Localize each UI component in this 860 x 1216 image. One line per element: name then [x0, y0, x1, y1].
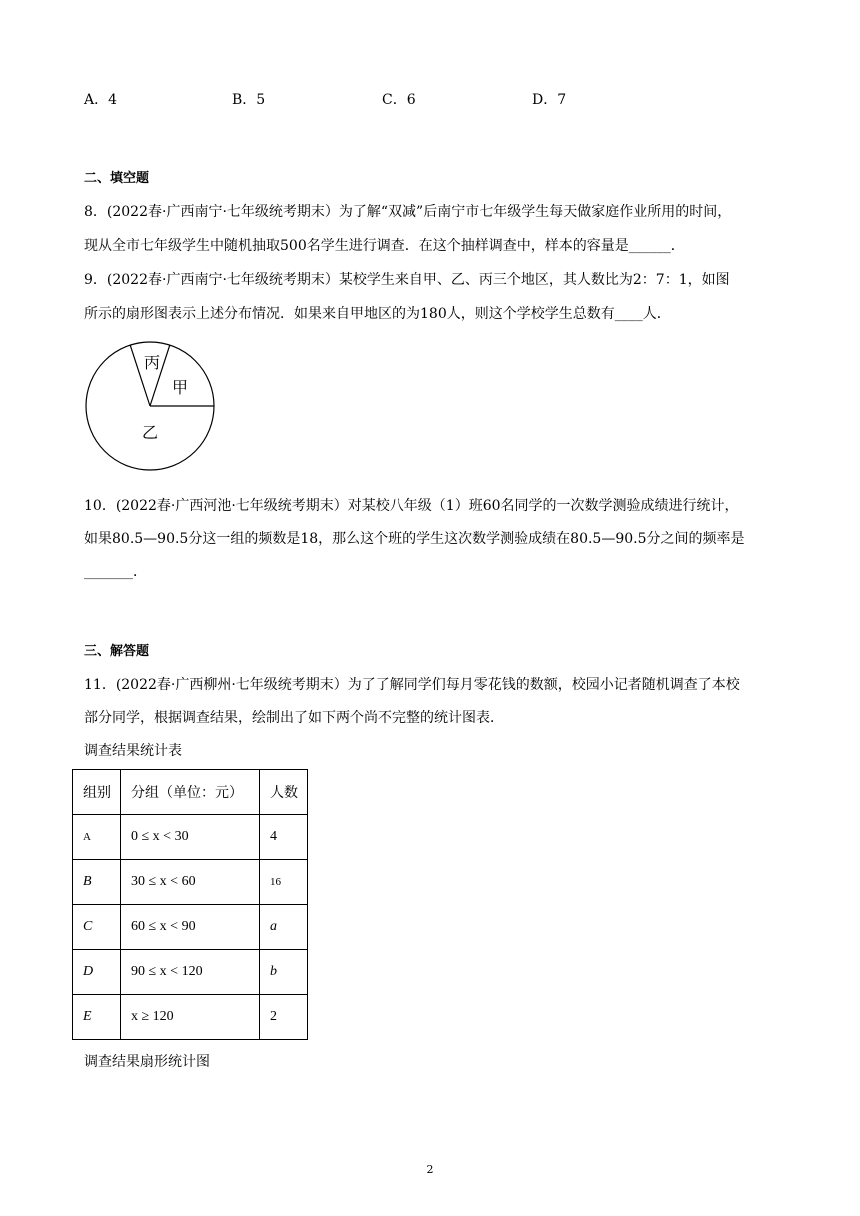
- q11-line1: 11．(2022春·广西柳州·七年级统考期末）为了了解同学们每月零花钱的数额，校园小记者随机调查了本校: [84, 677, 740, 693]
- q9-line2: 所示的扇形图表示上述分布情况．如果来自甲地区的为180人，则这个学校学生总数有____人．: [84, 306, 671, 322]
- cell-range: 90 ≤ x < 120: [121, 950, 260, 995]
- table-caption: 调查结果统计表: [84, 743, 182, 759]
- table-row: [73, 995, 308, 1040]
- pie-label-yi: 乙: [141, 423, 159, 442]
- cell-count: 2: [260, 995, 308, 1040]
- pie-figure: [84, 340, 216, 472]
- q10-line1: 10．(2022春·广西河池·七年级统考期末）对某校八年级（1）班60名同学的一次数学测验成绩进行统计，: [84, 498, 739, 514]
- header-group: 组别: [73, 770, 121, 815]
- choice-d: D．7: [532, 92, 567, 108]
- q11-line2: 部分同学，根据调查结果，绘制出了如下两个尚不完整的统计图表．: [84, 710, 504, 726]
- section-title-fill-blank: 二、填空题: [84, 171, 150, 186]
- cell-group: C: [73, 905, 121, 950]
- table-header-row: [73, 770, 308, 815]
- table-row: [73, 950, 308, 995]
- table-row: [73, 905, 308, 950]
- pie-caption: 调查结果扇形统计图: [84, 1054, 210, 1070]
- q9-line1: 9．(2022春·广西南宁·七年级统考期末）某校学生来自甲、乙、丙三个地区，其人数比为2：7：1，如图: [84, 272, 730, 288]
- cell-count: 4: [260, 815, 308, 860]
- choice-a: A．4: [84, 92, 118, 108]
- cell-count: b: [260, 950, 308, 995]
- cell-range: 0 ≤ x < 30: [121, 815, 260, 860]
- pie-label-jia: 甲: [171, 378, 189, 397]
- cell-range: x ≥ 120: [121, 995, 260, 1040]
- q8-line1: 8．(2022春·广西南宁·七年级统考期末）为了解“双减”后南宁市七年级学生每天做家庭作业所用的时间，: [84, 204, 732, 220]
- cell-group: E: [73, 995, 121, 1040]
- cell-range: 60 ≤ x < 90: [121, 905, 260, 950]
- pie-svg: [84, 340, 216, 472]
- q10-line3: _______．: [84, 564, 147, 580]
- pie-label-bing: 丙: [143, 353, 161, 372]
- header-count: 人数: [260, 770, 308, 815]
- q10-line2: 如果80.5—90.5分这一组的频数是18，那么这个班的学生这次数学测验成绩在80.5—90.5分之间的频率是: [84, 531, 745, 547]
- cell-count: 16: [260, 860, 308, 905]
- header-range: 分组（单位：元）: [121, 770, 260, 815]
- cell-group: D: [73, 950, 121, 995]
- choice-c: C．6: [382, 92, 416, 108]
- q8-line2: 现从全市七年级学生中随机抽取500名学生进行调查．在这个抽样调查中，样本的容量是______．: [84, 238, 685, 254]
- cell-range: 30 ≤ x < 60: [121, 860, 260, 905]
- section-title-solve: 三、解答题: [84, 644, 150, 659]
- page-number: 2: [426, 1163, 434, 1176]
- table-row: [73, 815, 308, 860]
- cell-group: A: [73, 815, 121, 860]
- result-table: [72, 769, 308, 1040]
- table-row: [73, 860, 308, 905]
- cell-group: B: [73, 860, 121, 905]
- choice-b: B．5: [232, 92, 266, 108]
- cell-count: a: [260, 905, 308, 950]
